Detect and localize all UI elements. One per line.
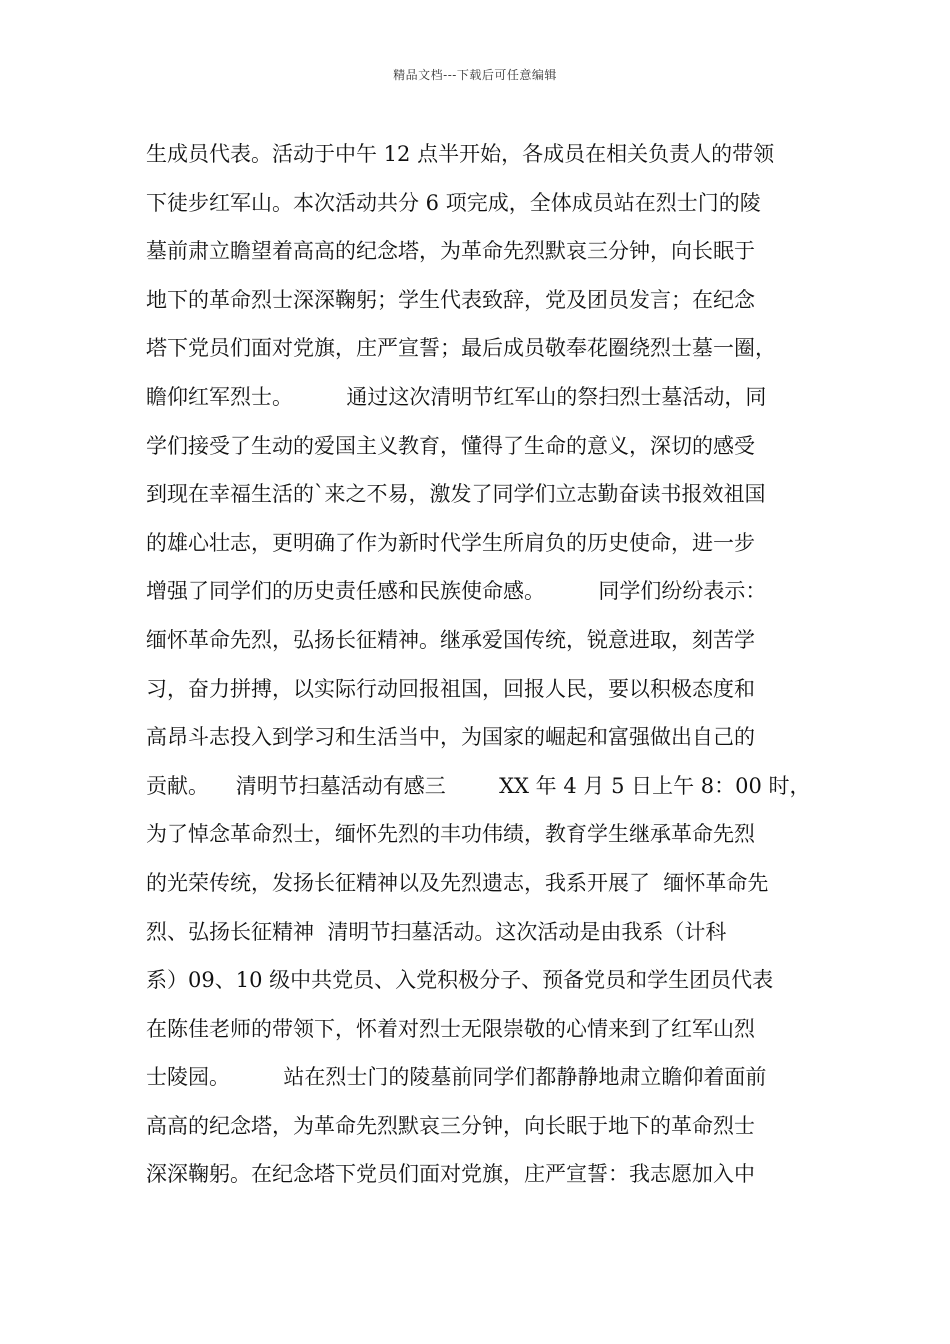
text-line: 学们接受了生动的爱国主义教育，懂得了生命的意义，深切的感受 [146, 433, 755, 458]
text-line: 习，奋力拼搏，以实际行动回报祖国，回报人民，要以积极态度和 [146, 676, 755, 701]
text-line: 贡献。 清明节扫墓活动有感三 XX 年 4 月 5 日上午 8：00 时， [146, 773, 811, 798]
body-text [146, 130, 810, 1199]
text-line: 系）09、10 级中共党员、入党积极分子、预备党员和学生团员代表 [146, 968, 774, 993]
text-line: 高昂斗志投入到学习和生活当中，为国家的崛起和富强做出自己的 [146, 725, 755, 750]
text-line: 瞻仰红军烈士。 通过这次清明节红军山的祭扫烈士墓活动，同 [146, 384, 767, 409]
text-line: 塔下党员们面对党旗，庄严宣誓；最后成员敬奉花圈绕烈士墓一圈， [146, 336, 776, 361]
text-line: 地下的革命烈士深深鞠躬；学生代表致辞，党及团员发言；在纪念 [146, 287, 755, 312]
text-line: 士陵园。 站在烈士门的陵墓前同学们都静静地肃立瞻仰着面前 [146, 1065, 767, 1090]
text-line: 深深鞠躬。在纪念塔下党员们面对党旗，庄严宣誓：我志愿加入中 [146, 1162, 755, 1187]
text-line: 到现在幸福生活的`来之不易，激发了同学们立志勤奋读书报效祖国 [146, 482, 766, 507]
text-line: 烈、弘扬长征精神 清明节扫墓活动。这次活动是由我系（计科 [146, 919, 727, 944]
text-line: 在陈佳老师的带领下，怀着对烈士无限崇敬的心情来到了红军山烈 [146, 1016, 755, 1041]
page-header: 精品文档---下载后可任意编辑 [393, 68, 557, 82]
text-line: 高高的纪念塔，为革命先烈默哀三分钟，向长眠于地下的革命烈士 [146, 1113, 755, 1138]
text-line: 的雄心壮志，更明确了作为新时代学生所肩负的历史使命，进一步 [146, 530, 755, 555]
text-line: 为了悼念革命烈士，缅怀先烈的丰功伟绩，教育学生继承革命先烈 [146, 822, 755, 847]
text-line: 缅怀革命先烈，弘扬长征精神。继承爱国传统，锐意进取，刻苦学 [146, 627, 755, 652]
text-line: 的光荣传统，发扬长征精神以及先烈遗志，我系开展了 缅怀革命先 [146, 870, 769, 895]
text-line: 墓前肃立瞻望着高高的纪念塔，为革命先烈默哀三分钟，向长眠于 [146, 239, 755, 264]
text-line: 下徒步红军山。本次活动共分 6 项完成，全体成员站在烈士门的陵 [146, 190, 761, 215]
text-line: 生成员代表。活动于中午 12 点半开始，各成员在相关负责人的带领 [146, 142, 775, 166]
text-line: 增强了同学们的历史责任感和民族使命感。 同学们纷纷表示： [146, 579, 767, 604]
